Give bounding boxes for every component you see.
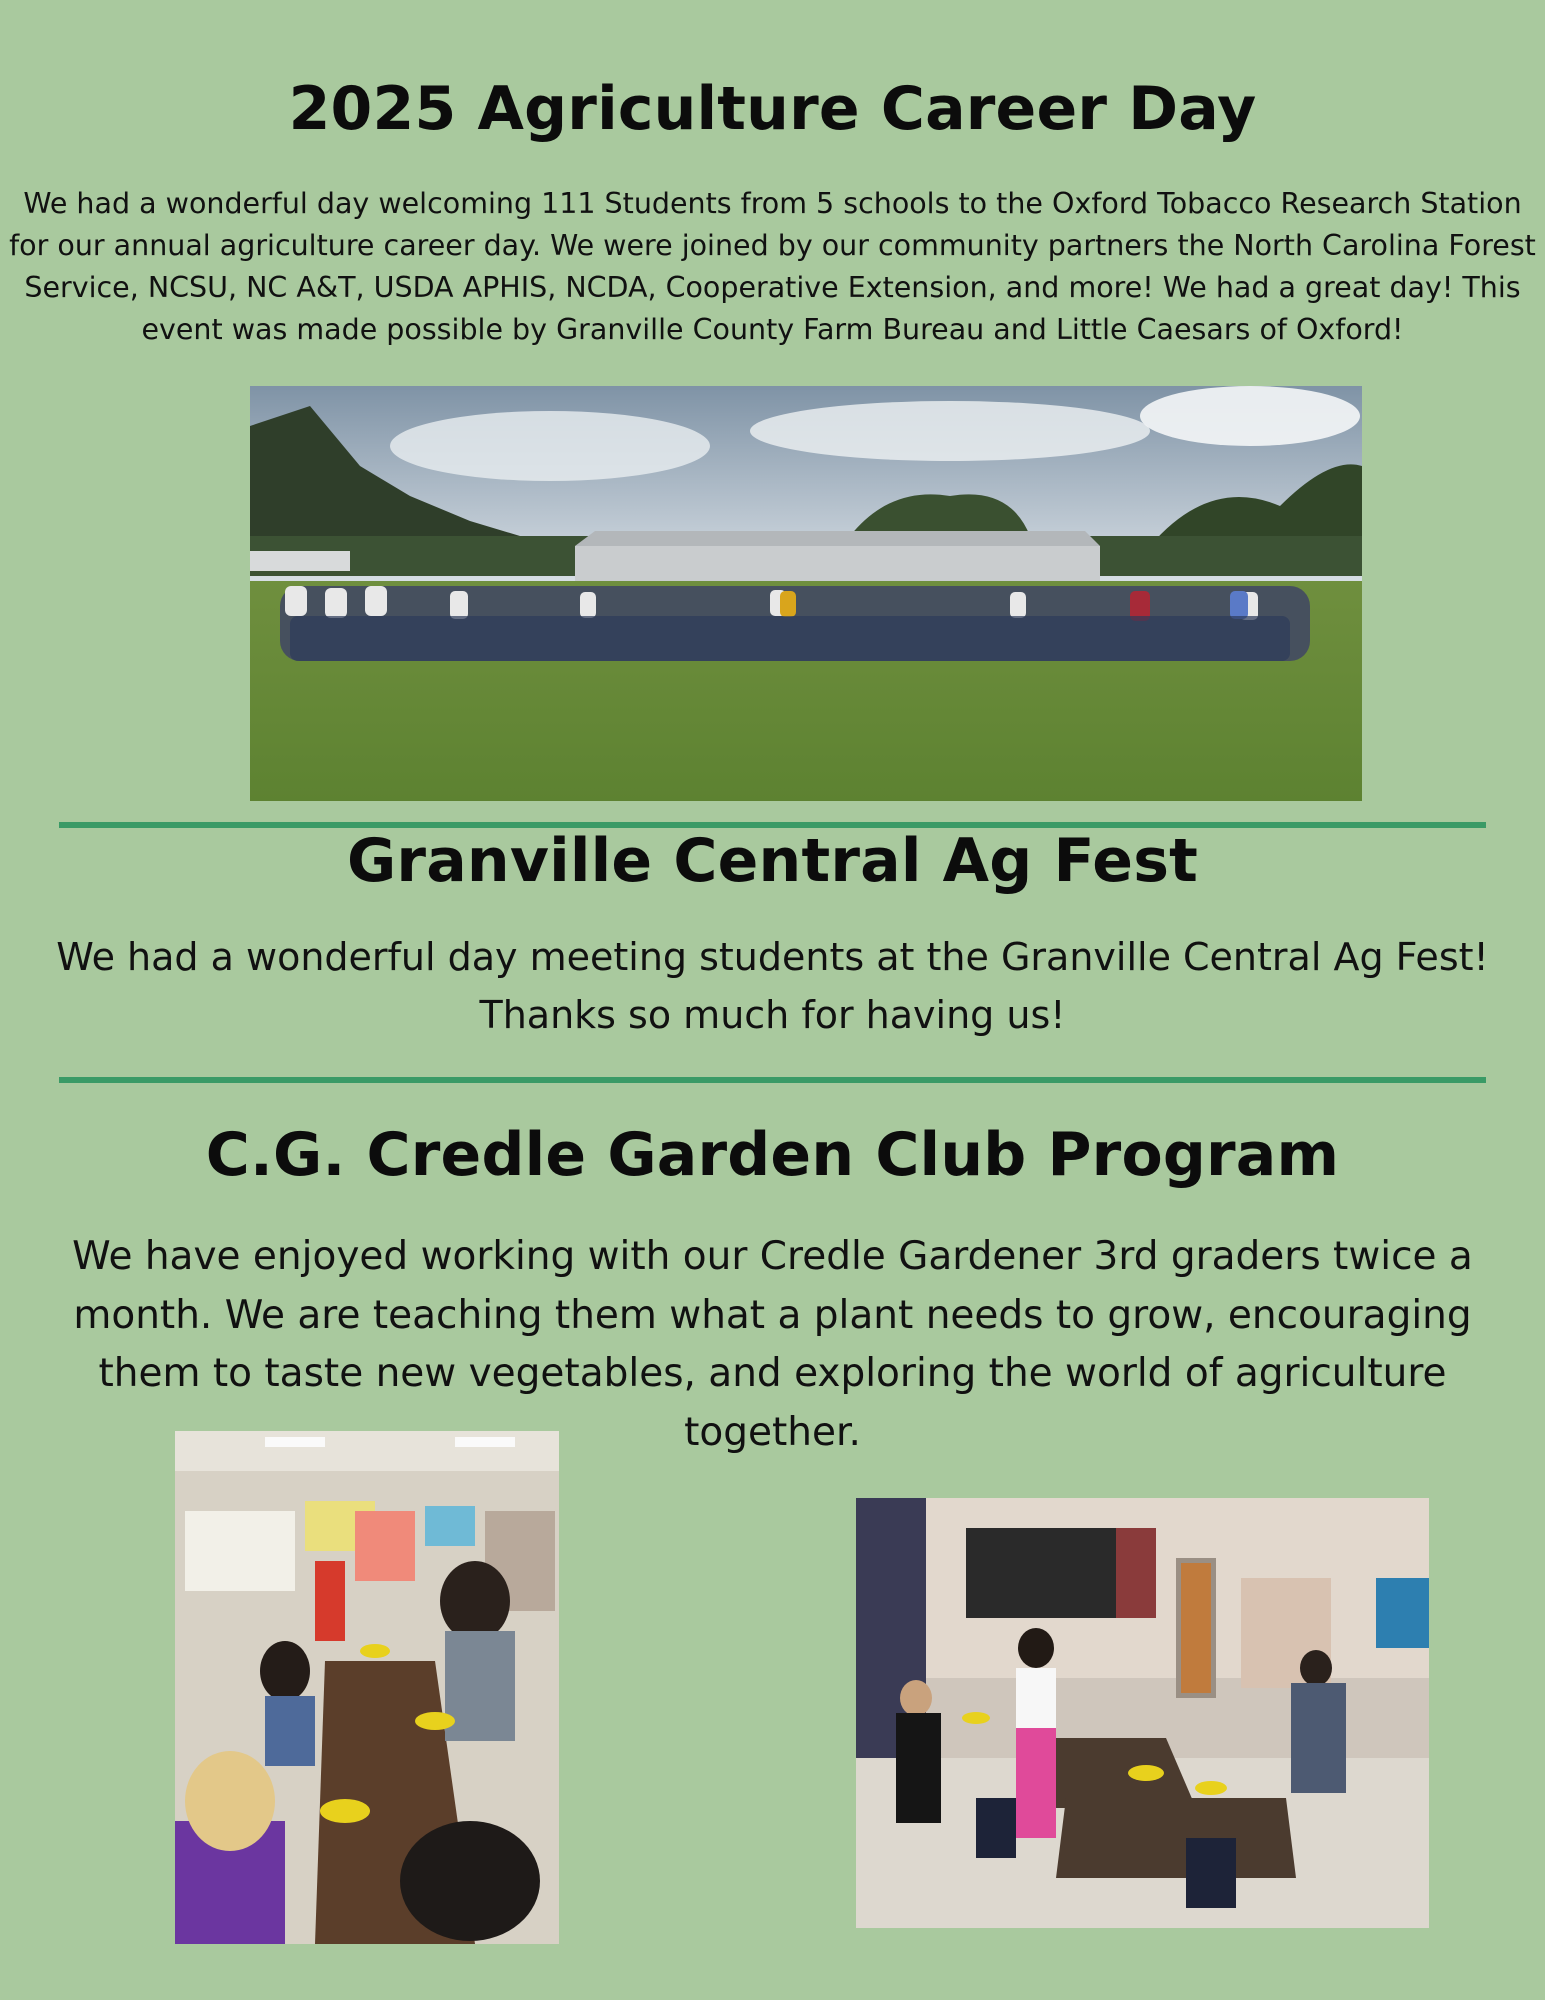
divider-2 — [59, 1077, 1486, 1083]
career-day-group-photo — [250, 386, 1362, 801]
garden-club-title: C.G. Credle Garden Club Program — [205, 1120, 1340, 1190]
ag-fest-title: Granville Central Ag Fest — [346, 826, 1198, 896]
garden-club-photo-right — [856, 1498, 1429, 1928]
career-day-body: We had a wonderful day welcoming 111 Students from 5 schools to the Oxford Tobacco Research Station for our annual agriculture career day. We were joined by our community partners the North Carolina Forest Service, NCSU, NC A&T, USDA APHIS, NCDA, Cooperative Extension, and more! We had a great day! This event was made possible by Granville County Farm Bureau and Little Caesars of Oxford! — [9, 187, 1536, 346]
garden-club-photo-left — [175, 1431, 559, 1944]
garden-club-body: We have enjoyed working with our Credle Gardener 3rd graders twice a month. We are teaching them what a plant needs to grow, encouraging them to taste new vegetables, and exploring the world of agriculture together. — [72, 1234, 1473, 1455]
career-day-title: 2025 Agriculture Career Day — [288, 74, 1257, 144]
ag-fest-body: We had a wonderful day meeting students at the Granville Central Ag Fest! Thanks so much for having us! — [56, 935, 1489, 1037]
